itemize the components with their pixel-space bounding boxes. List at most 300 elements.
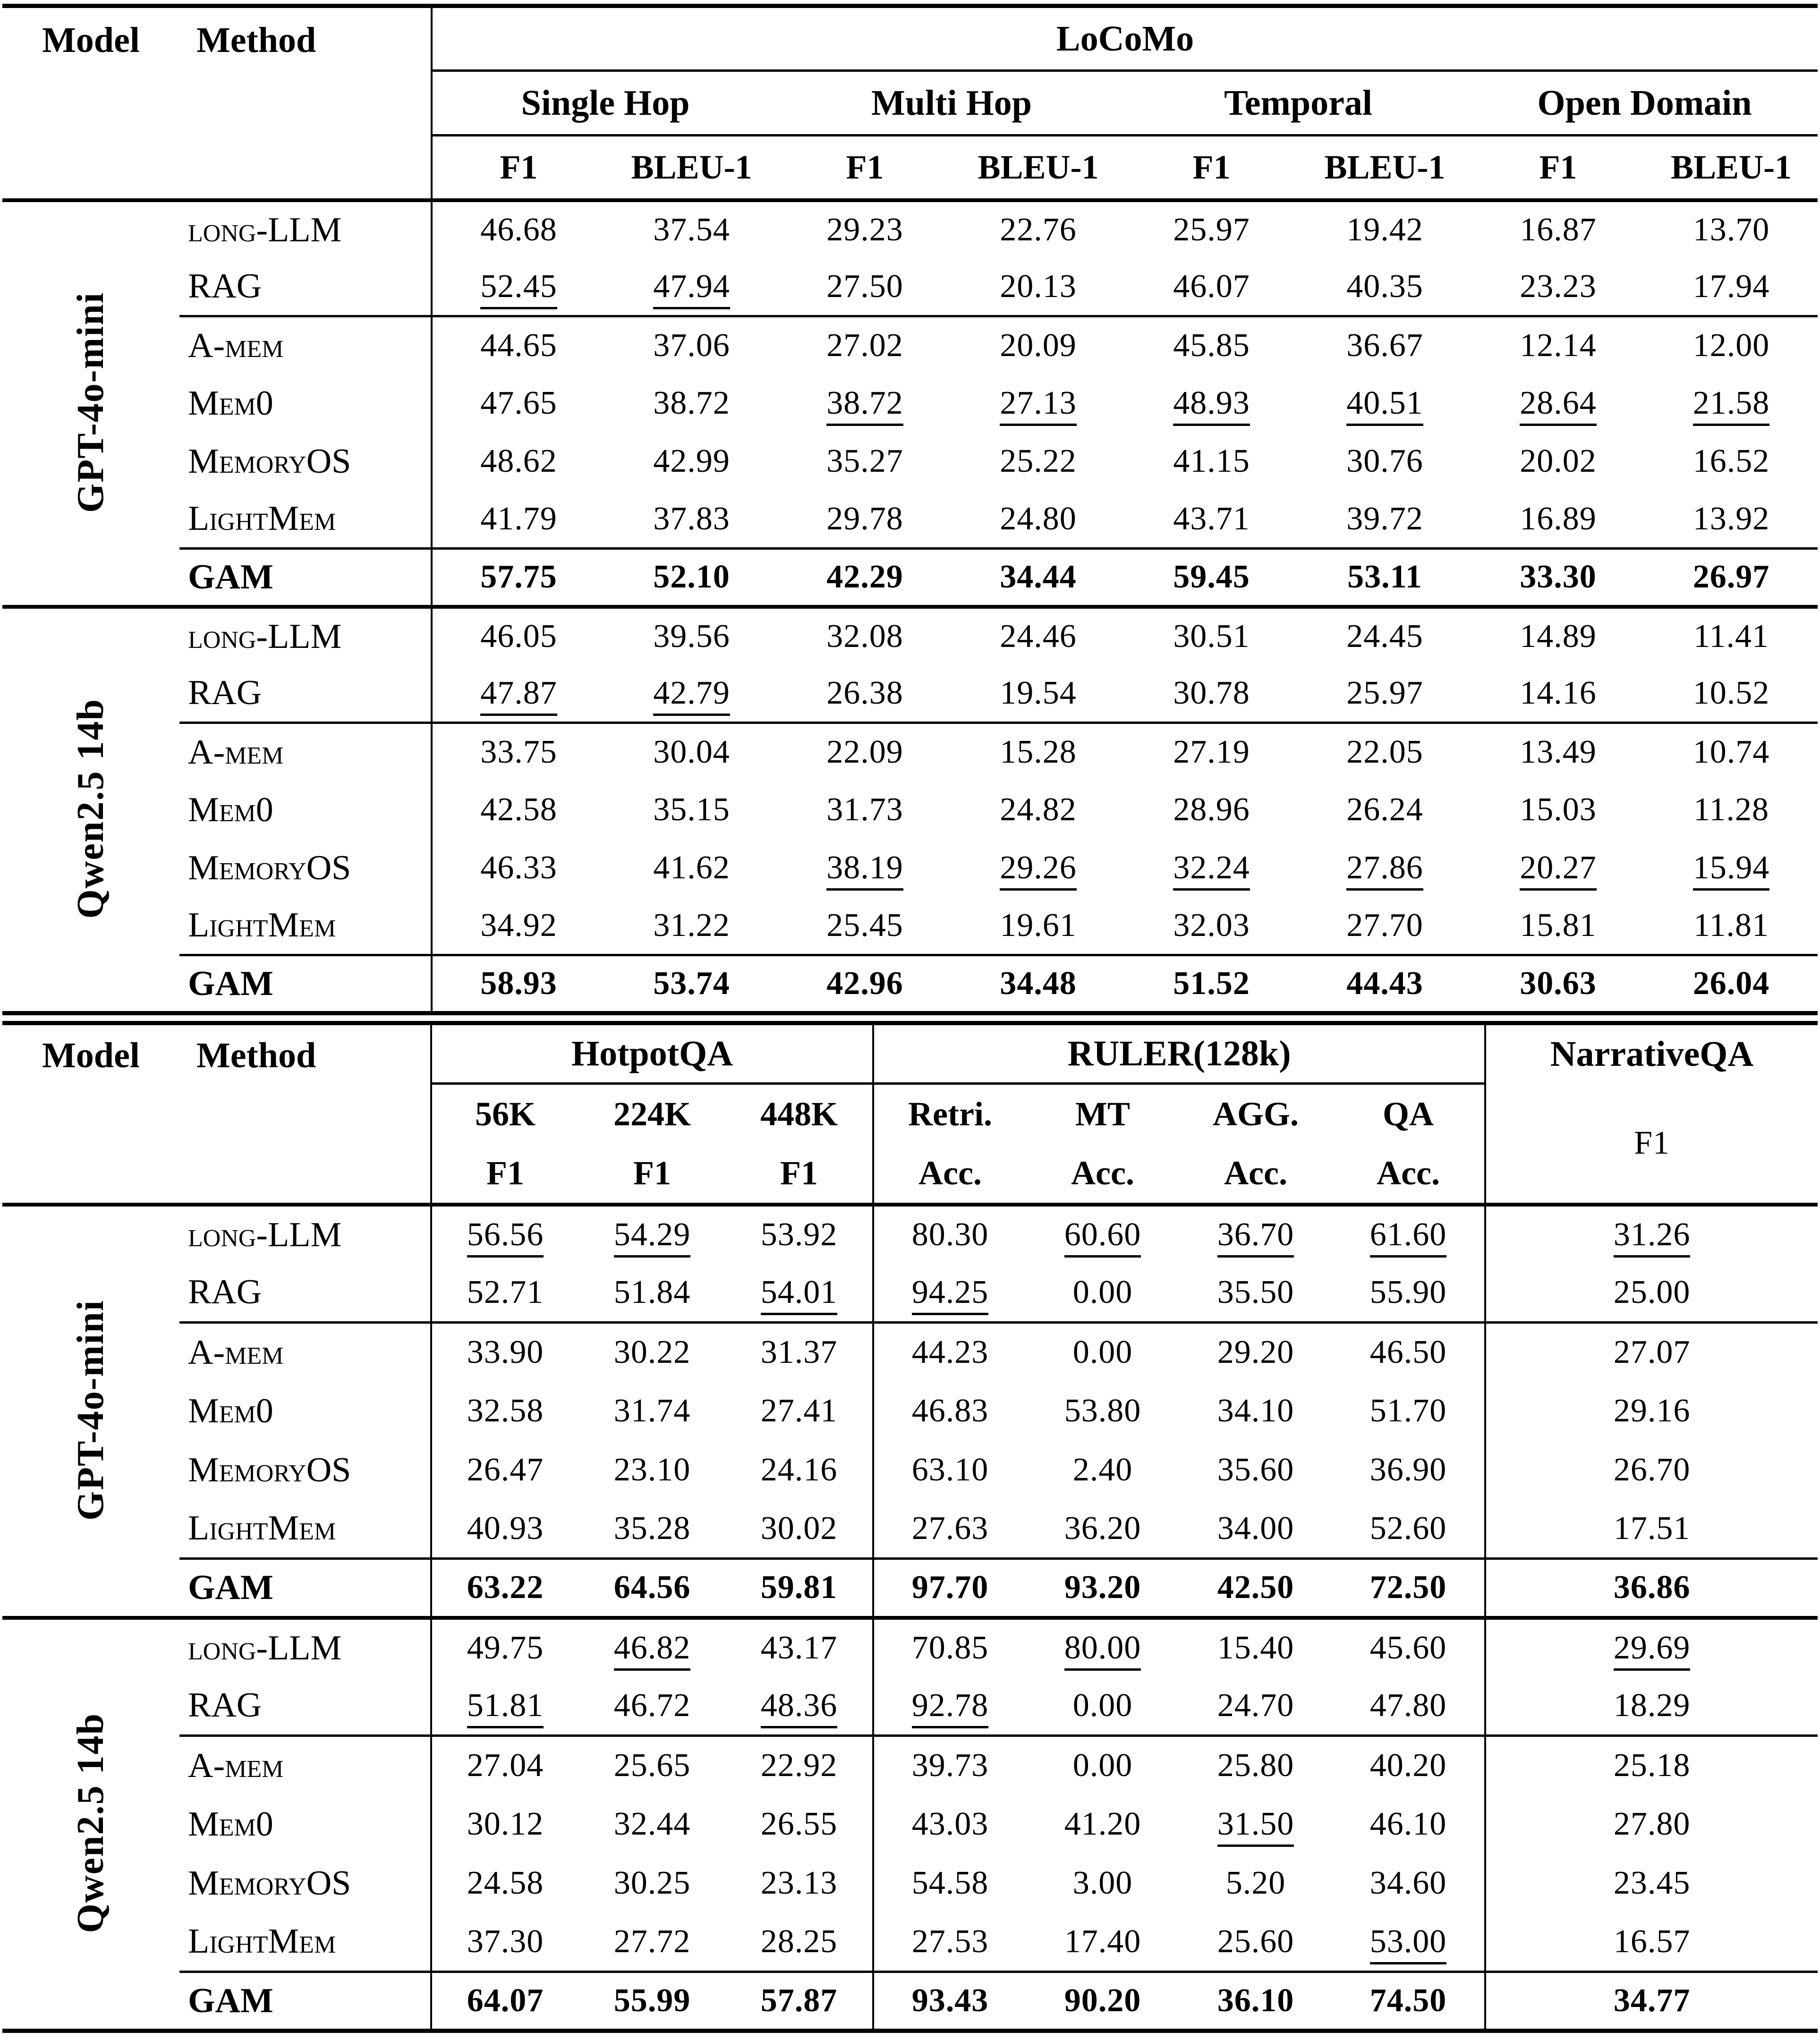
- value-cell: [1332, 1618, 1485, 1677]
- value-cell: [578, 1500, 726, 1559]
- table-row: [2, 374, 1818, 433]
- table-row: [2, 897, 1818, 955]
- metric-value: 53.11: [1347, 559, 1422, 595]
- results-table-locomo: [2, 4, 1818, 1015]
- value-cell: [1026, 1205, 1179, 1264]
- metric-value: 35.27: [826, 443, 903, 479]
- metric-value: 31.73: [826, 791, 903, 828]
- value-cell: [778, 316, 952, 374]
- method-cell: RAG: [179, 1264, 431, 1323]
- value-cell: [431, 1559, 578, 1618]
- value-cell: [578, 1854, 726, 1913]
- value-cell: [1645, 665, 1818, 723]
- value-cell: [432, 433, 605, 491]
- metric-value: 52.45: [480, 272, 557, 309]
- value-cell: [605, 374, 778, 433]
- value-cell: [726, 1264, 873, 1323]
- value-cell: [578, 1618, 726, 1677]
- subheader-56k: 56K: [475, 1095, 536, 1133]
- metric-value: 35.28: [613, 1510, 691, 1547]
- metric-value: 30.78: [1173, 674, 1250, 711]
- model-cell: [2, 1618, 179, 2031]
- metric-value: 36.20: [1064, 1510, 1141, 1547]
- value-cell: [778, 897, 952, 955]
- metric-value: 30.51: [1173, 618, 1250, 654]
- value-cell: [1332, 1913, 1485, 1972]
- value-cell: [578, 1205, 726, 1264]
- value-cell: [1485, 1854, 1818, 1913]
- metric-value: 25.45: [826, 907, 903, 944]
- metric-value: 44.65: [480, 327, 557, 364]
- metric-value: 43.03: [911, 1806, 989, 1842]
- value-cell: [605, 723, 778, 781]
- value-cell: [1125, 955, 1298, 1013]
- metric-value: 17.94: [1692, 268, 1770, 305]
- metric-header: Acc.: [919, 1154, 982, 1192]
- metric-value: 25.22: [1000, 443, 1077, 479]
- table-row: [2, 839, 1818, 897]
- value-cell: [1471, 781, 1645, 839]
- value-cell: [605, 955, 778, 1013]
- metric-value: 16.57: [1613, 1923, 1691, 1960]
- metric-value: 26.47: [467, 1452, 544, 1488]
- value-cell: [1179, 1795, 1332, 1854]
- value-cell: [778, 607, 952, 665]
- metric-value: 24.16: [760, 1452, 838, 1488]
- value-cell: [605, 897, 778, 955]
- method-cell: A-mem: [179, 316, 432, 374]
- metric-value: 19.54: [1000, 674, 1077, 711]
- value-cell: [431, 1854, 578, 1913]
- method-cell: RAG: [179, 1677, 431, 1736]
- metric-value: 46.72: [613, 1687, 691, 1724]
- metric-header: F1: [1192, 148, 1231, 186]
- metric-value: 30.25: [613, 1865, 691, 1901]
- metric-value: 53.74: [653, 965, 730, 1002]
- value-cell: [778, 433, 952, 491]
- value-cell: [1125, 433, 1298, 491]
- value-cell: [1645, 258, 1818, 316]
- metric-value: 26.70: [1613, 1452, 1691, 1488]
- value-cell: [1179, 1500, 1332, 1559]
- value-cell: [1332, 1382, 1485, 1441]
- metric-value: 23.45: [1613, 1865, 1691, 1901]
- metric-value: 42.50: [1217, 1569, 1294, 1606]
- metric-value: 61.60: [1370, 1220, 1447, 1258]
- value-cell: [578, 1559, 726, 1618]
- group-header-narrativeqa: NarrativeQA: [1550, 1034, 1754, 1074]
- value-cell: [1125, 839, 1298, 897]
- value-cell: [578, 1795, 726, 1854]
- metric-value: 41.20: [1064, 1806, 1141, 1842]
- value-cell: [1485, 1677, 1818, 1736]
- method-column-header: [179, 1023, 431, 1205]
- table-row: [2, 1323, 1818, 1382]
- value-cell: [952, 723, 1125, 781]
- value-cell: [1471, 955, 1645, 1013]
- value-cell: [605, 433, 778, 491]
- metric-value: 33.90: [467, 1334, 544, 1371]
- metric-value: 15.94: [1693, 853, 1770, 891]
- value-cell: [1179, 1677, 1332, 1736]
- value-cell: [431, 1677, 578, 1736]
- metric-value: 14.89: [1520, 618, 1597, 654]
- value-cell: [952, 839, 1125, 897]
- method-cell: LightMem: [179, 1913, 431, 1972]
- value-cell: [432, 374, 605, 433]
- metric-value: 74.50: [1369, 1982, 1447, 2019]
- value-cell: [952, 200, 1125, 258]
- table-row: [2, 433, 1818, 491]
- section-header-single-hop: Single Hop: [432, 71, 778, 136]
- metric-value: 59.81: [760, 1569, 838, 1606]
- value-cell: [1645, 955, 1818, 1013]
- value-cell: [1298, 955, 1471, 1013]
- metric-value: 34.92: [480, 907, 557, 944]
- metric-value: 18.29: [1613, 1687, 1691, 1724]
- model-header-label: Model: [42, 1035, 140, 1075]
- method-cell: MemoryOS: [179, 1854, 431, 1913]
- metric-value: 31.37: [760, 1334, 838, 1371]
- metric-value: 38.72: [826, 388, 903, 426]
- value-cell: [873, 1500, 1026, 1559]
- value-cell: [1179, 1382, 1332, 1441]
- value-cell: [1125, 316, 1298, 374]
- value-cell: [1471, 374, 1645, 433]
- subheader-qa: QA: [1332, 1084, 1485, 1144]
- value-cell: [1332, 1972, 1485, 2031]
- value-cell: [432, 781, 605, 839]
- table2-header: [2, 1023, 1818, 1205]
- metric-value: 46.82: [614, 1633, 691, 1671]
- value-cell: [778, 955, 952, 1013]
- metric-value: 31.26: [1614, 1220, 1691, 1258]
- metric-value: 63.10: [911, 1452, 989, 1488]
- table2-body: [2, 1205, 1818, 2031]
- metric-value: 33.30: [1520, 559, 1597, 595]
- value-cell: [1298, 839, 1471, 897]
- value-cell: [1645, 781, 1818, 839]
- value-cell: [1645, 839, 1818, 897]
- metric-value: 47.80: [1369, 1687, 1447, 1724]
- value-cell: [873, 1441, 1026, 1500]
- subheader-agg: AGG.: [1213, 1095, 1299, 1133]
- table-row: [2, 1677, 1818, 1736]
- metric-value: 32.44: [613, 1806, 691, 1842]
- metric-value: 20.27: [1520, 853, 1597, 891]
- value-cell: [432, 839, 605, 897]
- metric-value: 24.70: [1217, 1687, 1294, 1724]
- metric-value: 25.97: [1173, 212, 1250, 248]
- table-row: [2, 1618, 1818, 1677]
- metric-value: 27.80: [1613, 1806, 1691, 1842]
- value-cell: [1125, 374, 1298, 433]
- metric-value: 36.90: [1369, 1452, 1447, 1488]
- metric-value: 30.76: [1346, 443, 1423, 479]
- value-cell: [726, 1382, 873, 1441]
- metric-value: 25.60: [1217, 1923, 1294, 1960]
- value-cell: [1125, 781, 1298, 839]
- metric-value: 97.70: [911, 1569, 989, 1606]
- section-header-temporal: Temporal: [1125, 71, 1471, 136]
- metric-header: Acc.: [1071, 1154, 1134, 1192]
- method-cell: LightMem: [179, 491, 432, 549]
- value-cell: [1645, 316, 1818, 374]
- value-cell: [578, 1264, 726, 1323]
- value-cell: [726, 1559, 873, 1618]
- metric-value: 13.70: [1692, 212, 1770, 248]
- metric-header: F1: [500, 148, 538, 186]
- value-cell: [873, 1972, 1026, 2031]
- value-cell: [1485, 1323, 1818, 1382]
- value-cell: [778, 723, 952, 781]
- metric-value: 11.41: [1693, 618, 1769, 654]
- value-cell: [1298, 433, 1471, 491]
- metric-value: 30.04: [653, 734, 730, 771]
- metric-value: 22.05: [1346, 734, 1423, 771]
- value-cell: [778, 200, 952, 258]
- value-cell: [778, 839, 952, 897]
- metric-value: 34.10: [1217, 1393, 1294, 1429]
- metric-value: 0.00: [1072, 1274, 1133, 1310]
- metric-value: 27.63: [911, 1510, 989, 1547]
- metric-value: 22.76: [1000, 212, 1077, 248]
- metric-value: 36.10: [1217, 1982, 1294, 2019]
- metric-value: 15.81: [1520, 907, 1597, 944]
- metric-value: 27.70: [1346, 907, 1423, 944]
- value-cell: [1645, 723, 1818, 781]
- value-cell: [431, 1913, 578, 1972]
- value-cell: [1471, 607, 1645, 665]
- metric-value: 13.49: [1520, 734, 1597, 771]
- value-cell: [952, 781, 1125, 839]
- metric-header: F1: [726, 1144, 873, 1205]
- metric-value: 20.13: [1000, 268, 1077, 305]
- metric-value: 25.97: [1346, 674, 1423, 711]
- metric-value: 47.87: [480, 678, 557, 716]
- results-table-longcontext: [2, 1021, 1818, 2033]
- value-cell: [431, 1441, 578, 1500]
- value-cell: [1485, 1205, 1818, 1264]
- metric-header: BLEU-1: [1324, 148, 1446, 186]
- value-cell: [1026, 1500, 1179, 1559]
- value-cell: [873, 1264, 1026, 1323]
- metric-value: 51.52: [1173, 965, 1250, 1002]
- value-cell: [1179, 1264, 1332, 1323]
- metric-value: 16.52: [1692, 443, 1770, 479]
- metric-value: 3.00: [1072, 1865, 1133, 1901]
- metric-value: 94.25: [912, 1277, 989, 1315]
- metric-value: 52.60: [1369, 1510, 1447, 1547]
- value-cell: [1026, 1323, 1179, 1382]
- metric-header: F1: [486, 1154, 524, 1192]
- metric-value: 49.75: [467, 1630, 544, 1666]
- metric-value: 10.74: [1692, 734, 1770, 771]
- value-cell: [431, 1323, 578, 1382]
- value-cell: [952, 491, 1125, 549]
- metric-value: 38.72: [653, 385, 730, 421]
- value-cell: [1125, 665, 1298, 723]
- model-column-header: [2, 1023, 179, 1205]
- metric-value: 29.23: [826, 212, 903, 248]
- metric-value: 12.14: [1520, 327, 1597, 364]
- subheader-448k: 448K: [726, 1084, 873, 1144]
- metric-value: 41.79: [480, 500, 557, 537]
- metric-value: 26.38: [826, 674, 903, 711]
- value-cell: [1298, 258, 1471, 316]
- metric-value: 22.09: [826, 734, 903, 771]
- value-cell: [1179, 1559, 1332, 1618]
- value-cell: [1471, 258, 1645, 316]
- metric-value: 52.71: [467, 1274, 544, 1310]
- metric-value: 25.18: [1613, 1747, 1691, 1784]
- metric-value: 35.50: [1217, 1274, 1294, 1310]
- group-header-hotpotqa: HotpotQA: [431, 1023, 873, 1084]
- value-cell: [1298, 200, 1471, 258]
- value-cell: [1125, 200, 1298, 258]
- metric-value: 12.00: [1692, 327, 1770, 364]
- value-cell: [1179, 1913, 1332, 1972]
- value-cell: [873, 1677, 1026, 1736]
- metric-value: 37.83: [653, 500, 730, 537]
- value-cell: [1332, 1205, 1485, 1264]
- table-row: [2, 1264, 1818, 1323]
- method-cell: Mem0: [179, 781, 432, 839]
- value-cell: [952, 258, 1125, 316]
- value-cell: [726, 1677, 873, 1736]
- method-header-label: Method: [196, 20, 316, 60]
- metric-value: 25.00: [1613, 1274, 1691, 1310]
- metric-value: 34.77: [1613, 1982, 1691, 2019]
- metric-value: 93.20: [1064, 1569, 1141, 1606]
- metric-value: 27.50: [826, 268, 903, 305]
- metric-value: 45.85: [1173, 327, 1250, 364]
- value-cell: [431, 1382, 578, 1441]
- metric-value: 31.22: [653, 907, 730, 944]
- metric-value: 32.03: [1173, 907, 1250, 944]
- metric-value: 58.93: [480, 965, 557, 1002]
- method-cell: LightMem: [179, 897, 432, 955]
- metric-value: 39.72: [1346, 500, 1423, 537]
- metric-value: 27.02: [826, 327, 903, 364]
- metric-value: 51.84: [613, 1274, 691, 1310]
- value-cell: [726, 1500, 873, 1559]
- metric-value: 27.41: [760, 1393, 838, 1429]
- metric-value: 29.20: [1217, 1334, 1294, 1371]
- metric-value: 52.10: [653, 559, 730, 595]
- value-cell: [431, 1205, 578, 1264]
- metric-value: 32.24: [1173, 853, 1250, 891]
- metric-value: 27.04: [467, 1747, 544, 1784]
- value-cell: [726, 1972, 873, 2031]
- metric-value: 32.08: [826, 618, 903, 654]
- method-cell: GAM: [179, 955, 432, 1013]
- value-cell: [1485, 1382, 1818, 1441]
- value-cell: [726, 1913, 873, 1972]
- metric-value: 28.64: [1520, 388, 1597, 426]
- value-cell: [578, 1913, 726, 1972]
- table-row: [2, 955, 1818, 1013]
- value-cell: [431, 1618, 578, 1677]
- value-cell: [432, 723, 605, 781]
- value-cell: [873, 1618, 1026, 1677]
- value-cell: [578, 1382, 726, 1441]
- metric-value: 53.80: [1064, 1393, 1141, 1429]
- metric-value: 22.92: [760, 1747, 838, 1784]
- metric-value: 5.20: [1225, 1865, 1286, 1901]
- value-cell: [605, 549, 778, 607]
- value-cell: [726, 1323, 873, 1382]
- metric-value: 64.56: [613, 1569, 691, 1606]
- value-cell: [1332, 1500, 1485, 1559]
- value-cell: [432, 897, 605, 955]
- value-cell: [1645, 200, 1818, 258]
- value-cell: [778, 258, 952, 316]
- value-cell: [1471, 316, 1645, 374]
- table-row: [2, 1913, 1818, 1972]
- value-cell: [1298, 374, 1471, 433]
- method-cell: RAG: [179, 258, 432, 316]
- value-cell: [1332, 1264, 1485, 1323]
- model-label: Qwen2.5 14b: [70, 1713, 111, 1933]
- value-cell: [873, 1736, 1026, 1795]
- metric-value: 34.60: [1369, 1865, 1447, 1901]
- method-cell: long-LLM: [179, 607, 432, 665]
- metric-value: 20.02: [1520, 443, 1597, 479]
- metric-value: 17.51: [1613, 1510, 1691, 1547]
- value-cell: [1471, 433, 1645, 491]
- metric-value: 23.23: [1520, 268, 1597, 305]
- value-cell: [778, 781, 952, 839]
- metric-value: 33.75: [480, 734, 557, 771]
- table-row: [2, 1382, 1818, 1441]
- metric-value: 29.78: [826, 500, 903, 537]
- section-header-multi-hop: Multi Hop: [778, 71, 1125, 136]
- method-cell: MemoryOS: [179, 839, 432, 897]
- value-cell: [1179, 1618, 1332, 1677]
- metric-value: 34.00: [1217, 1510, 1294, 1547]
- value-cell: [578, 1441, 726, 1500]
- value-cell: [432, 200, 605, 258]
- metric-value: 70.85: [911, 1630, 989, 1666]
- metric-value: 36.67: [1346, 327, 1423, 364]
- value-cell: [1026, 1677, 1179, 1736]
- value-cell: [1645, 374, 1818, 433]
- metric-value: 57.75: [480, 559, 557, 595]
- value-cell: [431, 1795, 578, 1854]
- value-cell: [432, 549, 605, 607]
- model-cell: [2, 1205, 179, 1618]
- metric-value: 42.58: [480, 791, 557, 828]
- metric-value: 80.00: [1064, 1633, 1141, 1671]
- value-cell: [1471, 200, 1645, 258]
- value-cell: [605, 607, 778, 665]
- metric-value: 24.80: [1000, 500, 1077, 537]
- value-cell: [1298, 665, 1471, 723]
- table1-body: [2, 200, 1818, 1013]
- metric-value: 56.56: [467, 1220, 544, 1258]
- value-cell: [1026, 1559, 1179, 1618]
- table-row: [2, 1500, 1818, 1559]
- metric-value: 23.10: [613, 1452, 691, 1488]
- metric-value: 28.96: [1173, 791, 1250, 828]
- model-label: GPT-4o-mini: [70, 1299, 111, 1521]
- value-cell: [1332, 1441, 1485, 1500]
- metric-value: 13.92: [1692, 500, 1770, 537]
- value-cell: [1332, 1559, 1485, 1618]
- metric-value: 47.65: [480, 385, 557, 421]
- value-cell: [873, 1205, 1026, 1264]
